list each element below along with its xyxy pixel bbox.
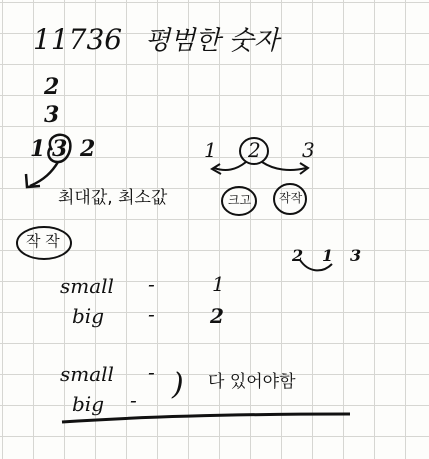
block2-small-dash: - <box>148 360 155 384</box>
block2-big-dash: - <box>130 388 137 412</box>
page-title <box>33 23 279 56</box>
stack-top: 2 <box>44 74 60 100</box>
block1-big-dash: - <box>148 302 155 326</box>
arrow-head <box>26 174 40 187</box>
stack-right: 2 <box>80 136 96 162</box>
bubble-left-text: 크고 <box>228 193 252 207</box>
note-each: 작 작 <box>26 232 60 250</box>
block1-small-value: 1 <box>212 272 225 296</box>
branch-right-head <box>300 163 308 174</box>
block1-big-value: 2 <box>210 304 224 328</box>
block2-big-label: big <box>72 392 105 416</box>
bottom-underline <box>62 414 350 422</box>
bubble-right-text: 작작 <box>279 191 303 205</box>
tree-left: 1 <box>204 138 217 162</box>
sequence-a: 2 <box>292 246 304 265</box>
block2-bracket: ) <box>172 367 184 402</box>
block1-small-dash: - <box>148 272 155 296</box>
note-min-max: 최대값, 최소값 <box>58 188 168 208</box>
stack-circled: 3 <box>52 136 68 162</box>
block1-small-label: small <box>60 274 114 298</box>
sequence-c: 3 <box>350 246 362 265</box>
block2-small-label: small <box>60 362 114 386</box>
block2-note: 다 있어야함 <box>208 372 296 392</box>
arrow-from-3 <box>30 162 58 186</box>
stack-middle: 3 <box>44 102 60 128</box>
branch-right <box>262 162 306 170</box>
branch-left <box>214 162 246 170</box>
problem-number: 11736 <box>33 23 123 56</box>
sequence-b: 1 <box>322 246 334 265</box>
tree-right: 3 <box>302 138 315 162</box>
problem-name: 평범한 숫자 <box>144 26 279 56</box>
tree-center: 2 <box>248 138 261 162</box>
stack-left: 1 <box>30 136 46 162</box>
block1-big-label: big <box>72 304 105 328</box>
branch-left-head <box>212 164 221 174</box>
